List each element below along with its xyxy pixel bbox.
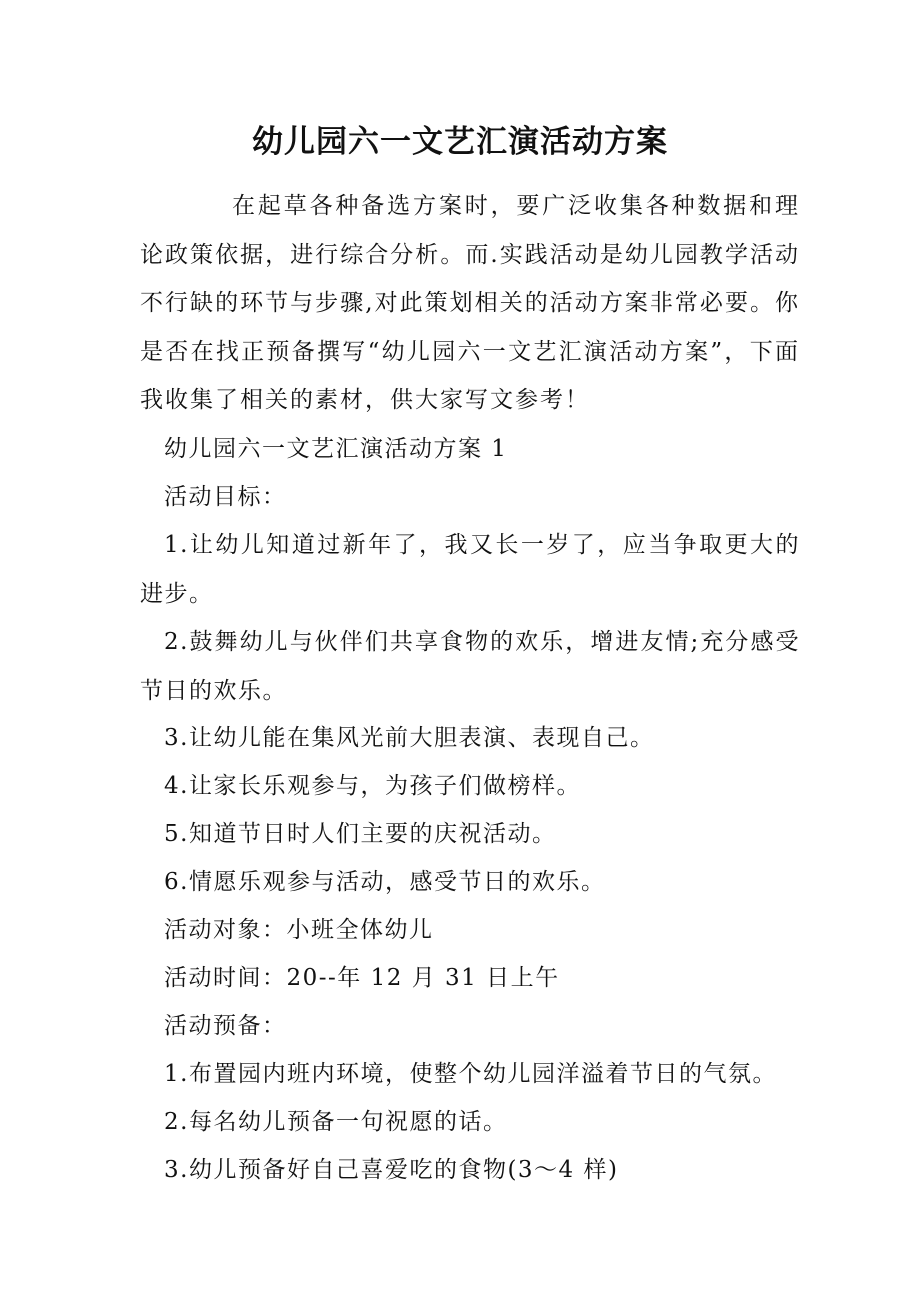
- goal-item-6: 6.情愿乐观参与活动，感受节日的欢乐。: [164, 869, 606, 895]
- intro-paragraph: 在起草各种备选方案时，要广泛收集各种数据和理论政策依据，进行综合分析。而.实践活动是幼儿园教学活动不行缺的环节与步骤,对此策划相关的活动方案非常必要。你是否在找正预备撰写“幼儿园六一文艺汇演活动方案”，下面我收集了相关的素材，供大家写文参考！: [140, 193, 800, 413]
- prep-item-2: 2.每名幼儿预备一句祝愿的话。: [164, 1109, 508, 1135]
- document-title: 幼儿园六一文艺汇演活动方案: [252, 124, 668, 160]
- activity-audience: 活动对象：小班全体幼儿: [164, 917, 434, 943]
- goal-item-3: 3.让幼儿能在集风光前大胆表演、表现自己。: [164, 725, 655, 751]
- goal-item-2: 2.鼓舞幼儿与伙伴们共享食物的欢乐，增进友情;充分感受节日的欢乐。: [140, 629, 800, 704]
- prep-heading: 活动预备：: [164, 1013, 287, 1039]
- prep-item-1: 1.布置园内班内环境，使整个幼儿园洋溢着节日的气氛。: [164, 1061, 777, 1087]
- goal-item-4: 4.让家长乐观参与，为孩子们做榜样。: [164, 773, 581, 799]
- section-title: 幼儿园六一文艺汇演活动方案 1: [164, 436, 508, 462]
- prep-item-3: 3.幼儿预备好自己喜爱吃的食物(3～4 样): [164, 1157, 619, 1183]
- goal-item-1: 1.让幼儿知道过新年了，我又长一岁了，应当争取更大的进步。: [140, 532, 800, 607]
- goals-heading: 活动目标：: [164, 484, 287, 510]
- goal-item-5: 5.知道节日时人们主要的庆祝活动。: [164, 821, 557, 847]
- activity-time: 活动时间：20--年 12 月 31 日上午: [164, 965, 560, 991]
